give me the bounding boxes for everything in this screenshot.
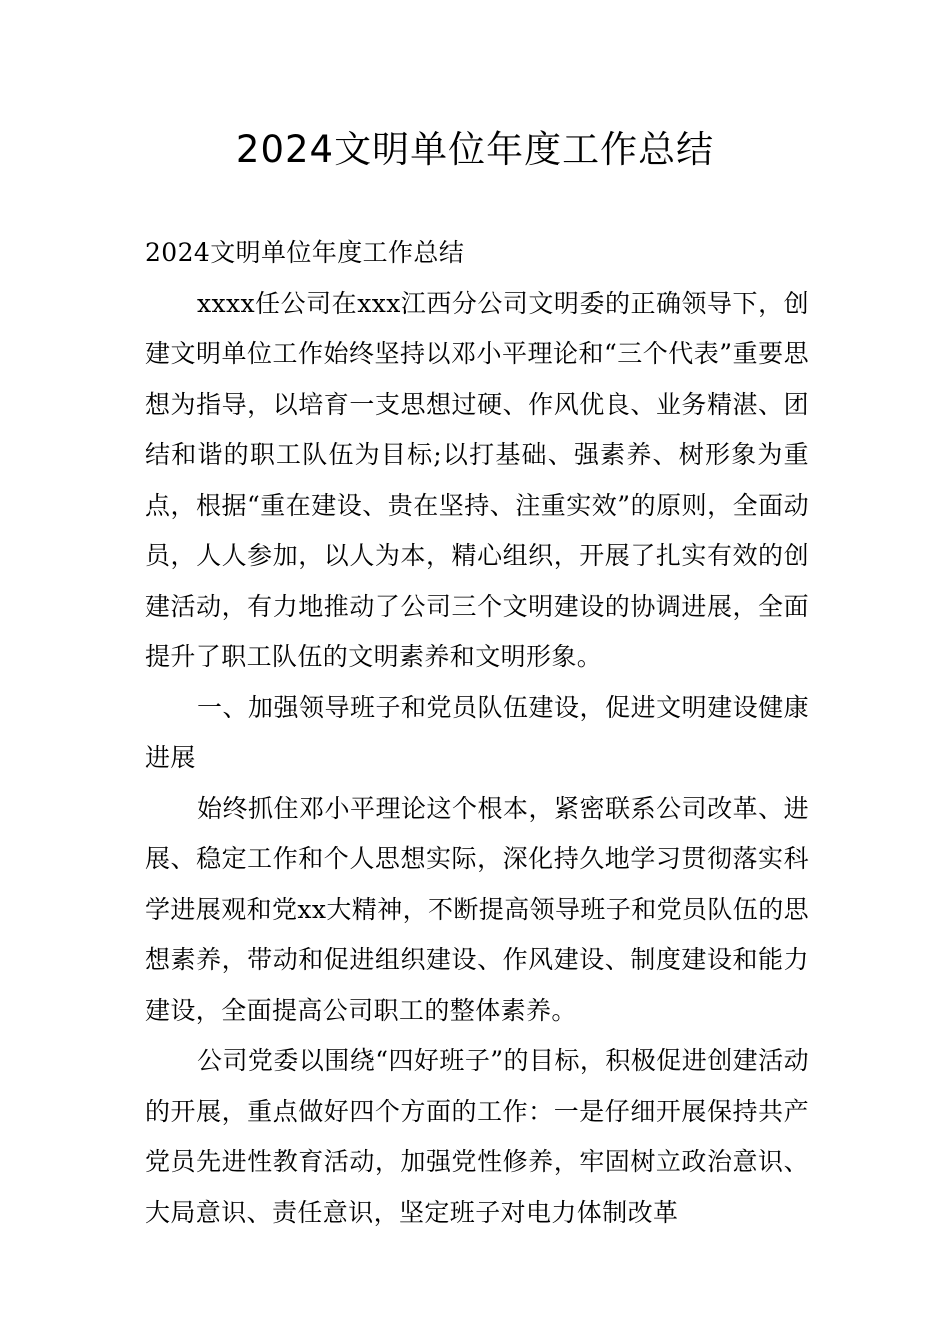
intro-paragraph: xxxx任公司在xxx江西分公司文明委的正确领导下，创建文明单位工作始终坚持以邓小平理论和“三个代表”重要思想为指导，以培育一支思想过硬、作风优良、业务精湛、团结和谐的职工队伍为目标;以打基础、强素养、树形象为重点，根据“重在建设、贵在坚持、注重实效”的原则，全面动员，人人参加，以人为本，精心组织，开展了扎实有效的创建活动，有力地推动了公司三个文明建设的协调进展，全面提升了职工队伍的文明素养和文明形象。 xyxy=(145,288,809,671)
section-heading-1: 一、加强领导班子和党员队伍建设，促进文明建设健康进展 xyxy=(145,692,809,772)
body-paragraph: 始终抓住邓小平理论这个根本，紧密联系公司改革、进展、稳定工作和个人思想实际，深化持久地学习贯彻落实科学进展观和党xx大精神，不断提高领导班子和党员队伍的思想素养，带动和促进组织建设、作风建设、制度建设和能力建设，全面提高公司职工的整体素养。 xyxy=(145,793,810,1025)
subtitle-paragraph: 2024文明单位年度工作总结 xyxy=(145,238,465,267)
document-body xyxy=(145,228,809,1238)
body-paragraph: 公司党委以围绕“四好班子”的目标，积极促进创建活动的开展，重点做好四个方面的工作：一是仔细开展保持共产党员先进性教育活动，加强党性修养，牢固树立政治意识、大局意识、责任意识，坚定班子对电力体制改革 xyxy=(145,1046,809,1227)
document-title: 2024文明单位年度工作总结 xyxy=(235,128,715,171)
